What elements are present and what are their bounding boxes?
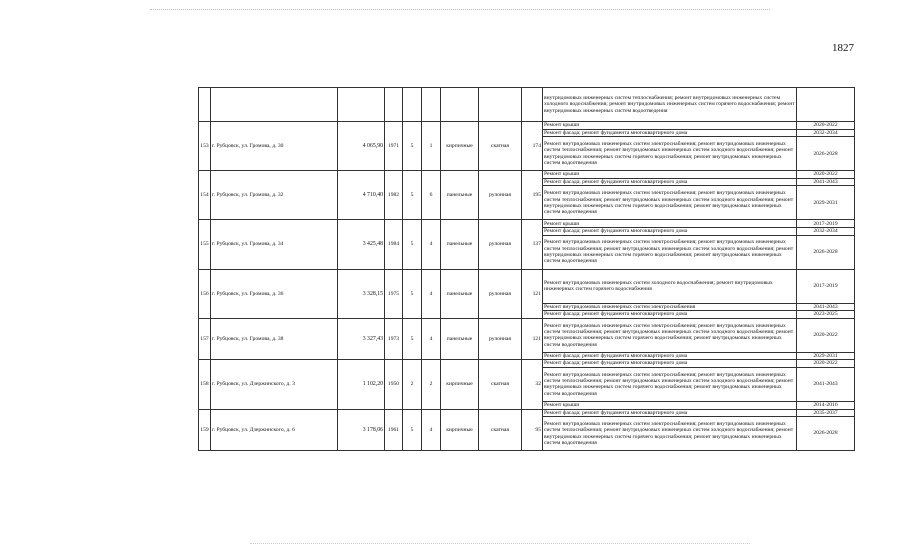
roof-type: рулонная: [479, 171, 522, 220]
row-number: 159: [199, 409, 211, 451]
work-period: 2029-2031: [797, 186, 855, 220]
address: г. Рубцовск, ул. Громова, д. 32: [211, 171, 338, 220]
work-description: Ремонт внутридомовых инженерных систем электроснабжения: [543, 303, 797, 311]
work-period: [797, 88, 855, 122]
work-description: Ремонт фасада; ремонт фундамента многоквартирного дома: [543, 129, 797, 137]
work-period: 2029-2031: [797, 352, 855, 360]
year-built: 1950: [385, 360, 403, 409]
year-built: 1961: [385, 409, 403, 451]
work-description: Ремонт фасада; ремонт фундамента многоквартирного дома: [543, 311, 797, 319]
work-description: Ремонт крыши: [543, 401, 797, 409]
work-description: внутридомовых инженерных систем теплоснабжения; ремонт внутридомовых инженерных систем холодного водоснабжения; ремонт внутридомовых инженерных систем горячего водоснабжения; ремонт внутридомовых инженерных систем водоотведения: [543, 88, 797, 122]
work-period: 2026-2028: [797, 235, 855, 269]
area: 3 327,43: [338, 318, 385, 360]
row-number: 155: [199, 220, 211, 269]
wall-material: панельные: [441, 171, 479, 220]
table-row: [199, 269, 855, 303]
year-built: 1982: [385, 171, 403, 220]
residents: 121: [522, 318, 543, 360]
work-period: 2041-2043: [797, 178, 855, 186]
work-period: 2023-2025: [797, 311, 855, 319]
floors: 5: [403, 171, 422, 220]
work-period: 2032-2034: [797, 129, 855, 137]
residents: 121: [522, 269, 543, 318]
floors: 5: [403, 269, 422, 318]
area: 3 178,06: [338, 409, 385, 451]
work-period: 2014-2016: [797, 401, 855, 409]
table-row: [199, 360, 855, 368]
work-description: Ремонт фасада; ремонт фундамента многоквартирного дома: [543, 360, 797, 368]
work-description: Ремонт крыши: [543, 122, 797, 130]
work-description: Ремонт фасада; ремонт фундамента многоквартирного дома: [543, 178, 797, 186]
entrances: 4: [422, 269, 441, 318]
work-description: Ремонт внутридомовых инженерных систем электроснабжения; ремонт внутридомовых инженерных систем теплоснабжения; ремонт внутридомовых инженерных систем холодного водоснабжения; ремонт внутридомовых инженерных систем горячего водоснабжения; ремонт внутридомовых инженерных систем водоотведения: [543, 318, 797, 352]
floors: 5: [403, 318, 422, 360]
wall-material: панельные: [441, 220, 479, 269]
work-description: Ремонт внутридомовых инженерных систем электроснабжения; ремонт внутридомовых инженерных систем теплоснабжения; ремонт внутридомовых инженерных систем холодного водоснабжения; ремонт внутридомовых инженерных систем горячего водоснабжения; ремонт внутридомовых инженерных систем водоотведения: [543, 417, 797, 451]
work-description: Ремонт внутридомовых инженерных систем электроснабжения; ремонт внутридомовых инженерных систем теплоснабжения; ремонт внутридомовых инженерных систем холодного водоснабжения; ремонт внутридомовых инженерных систем горячего водоснабжения; ремонт внутридомовых инженерных систем водоотведения: [543, 137, 797, 171]
residents: 95: [522, 409, 543, 451]
scan-bottom-edge: [250, 543, 750, 545]
row-number: 157: [199, 318, 211, 360]
work-description: Ремонт внутридомовых инженерных систем электроснабжения; ремонт внутридомовых инженерных систем теплоснабжения; ремонт внутридомовых инженерных систем холодного водоснабжения; ремонт внутридомовых инженерных систем горячего водоснабжения; ремонт внутридомовых инженерных систем водоотведения: [543, 367, 797, 401]
year-built: 1984: [385, 220, 403, 269]
roof-type: скатная: [479, 360, 522, 409]
work-period: 2020-2022: [797, 360, 855, 368]
area: 1 102,20: [338, 360, 385, 409]
entrances: 2: [422, 360, 441, 409]
entrances: 4: [422, 318, 441, 360]
row-number: 153: [199, 122, 211, 171]
work-description: Ремонт фасада; ремонт фундамента многоквартирного дома: [543, 409, 797, 417]
row-number: 158: [199, 360, 211, 409]
year-built: 1971: [385, 122, 403, 171]
roof-type: скатная: [479, 409, 522, 451]
entrances: 4: [422, 220, 441, 269]
work-description: Ремонт внутридомовых инженерных систем электроснабжения; ремонт внутридомовых инженерных систем теплоснабжения; ремонт внутридомовых инженерных систем холодного водоснабжения; ремонт внутридомовых инженерных систем горячего водоснабжения; ремонт внутридомовых инженерных систем водоотведения: [543, 235, 797, 269]
work-period: 2017-2019: [797, 269, 855, 303]
address: г. Рубцовск, ул. Громова, д. 36: [211, 269, 338, 318]
residents: 137: [522, 220, 543, 269]
work-period: 2041-2043: [797, 367, 855, 401]
area: 3 425,48: [338, 220, 385, 269]
floors: 5: [403, 220, 422, 269]
work-description: Ремонт фасада; ремонт фундамента многоквартирного дома: [543, 227, 797, 235]
roof-type: рулонная: [479, 318, 522, 360]
area: 4 710,40: [338, 171, 385, 220]
roof-type: рулонная: [479, 269, 522, 318]
table-row: [199, 409, 855, 417]
wall-material: панельные: [441, 269, 479, 318]
table-row: [199, 220, 855, 228]
residents: 174: [522, 122, 543, 171]
scan-top-edge: [150, 9, 770, 11]
row-number: 154: [199, 171, 211, 220]
work-period: 2017-2019: [797, 220, 855, 228]
entrances: 4: [422, 409, 441, 451]
work-description: Ремонт крыши: [543, 220, 797, 228]
year-built: 1975: [385, 269, 403, 318]
work-period: 2020-2022: [797, 318, 855, 352]
entrances: 1: [422, 122, 441, 171]
address: г. Рубцовск, ул. Дзержинского, д. 3: [211, 360, 338, 409]
area: 3 328,15: [338, 269, 385, 318]
work-period: 2020-2022: [797, 122, 855, 130]
table-row: [199, 171, 855, 179]
work-period: 2020-2022: [797, 171, 855, 179]
row-number: 156: [199, 269, 211, 318]
wall-material: кирпичные: [441, 122, 479, 171]
year-built: 1973: [385, 318, 403, 360]
wall-material: панельные: [441, 318, 479, 360]
continuation-row: [199, 88, 855, 122]
work-description: Ремонт внутридомовых инженерных систем холодного водоснабжения; ремонт внутридомовых инженерных систем горячего водоснабжения: [543, 269, 797, 303]
work-period: 2026-2028: [797, 417, 855, 451]
floors: 5: [403, 409, 422, 451]
table-row: [199, 318, 855, 352]
table-row: [199, 122, 855, 130]
floors: 5: [403, 122, 422, 171]
address: г. Рубцовск, ул. Громова, д. 34: [211, 220, 338, 269]
work-period: 2041-2043: [797, 303, 855, 311]
work-period: 2026-2028: [797, 137, 855, 171]
work-period: 2032-2034: [797, 227, 855, 235]
page-number: 1827: [832, 42, 854, 54]
floors: 2: [403, 360, 422, 409]
address: г. Рубцовск, ул. Дзержинского, д. 6: [211, 409, 338, 451]
work-period: 2035-2037: [797, 409, 855, 417]
wall-material: кирпичные: [441, 360, 479, 409]
residents: 32: [522, 360, 543, 409]
work-description: Ремонт фасада; ремонт фундамента многоквартирного дома: [543, 352, 797, 360]
roof-type: скатная: [479, 122, 522, 171]
residents: 195: [522, 171, 543, 220]
address: г. Рубцовск, ул. Громова, д. 38: [211, 318, 338, 360]
work-description: Ремонт внутридомовых инженерных систем электроснабжения; ремонт внутридомовых инженерных систем теплоснабжения; ремонт внутридомовых инженерных систем холодного водоснабжения; ремонт внутридомовых инженерных систем горячего водоснабжения; ремонт внутридомовых инженерных систем водоотведения: [543, 186, 797, 220]
roof-type: рулонная: [479, 220, 522, 269]
work-description: Ремонт крыши: [543, 171, 797, 179]
entrances: 6: [422, 171, 441, 220]
area: 4 065,90: [338, 122, 385, 171]
wall-material: кирпичные: [441, 409, 479, 451]
repair-schedule-table: [198, 87, 855, 451]
address: г. Рубцовск, ул. Громова, д. 30: [211, 122, 338, 171]
